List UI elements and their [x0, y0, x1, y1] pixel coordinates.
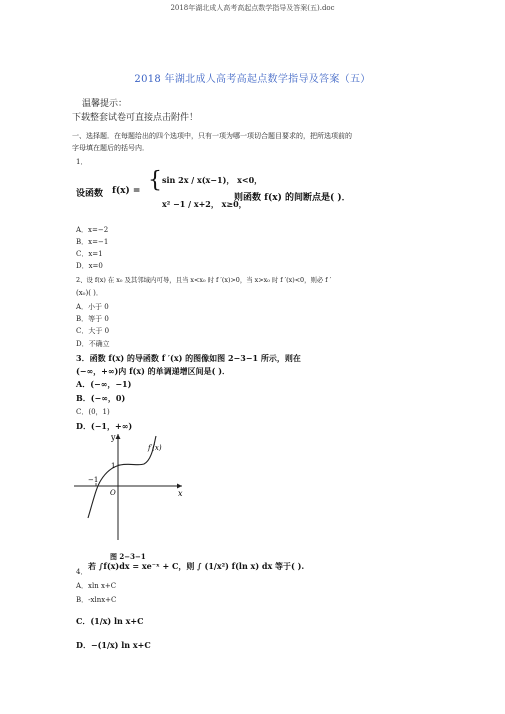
q3-option-c: C．(0，1) — [76, 408, 110, 416]
q1-brace: { — [148, 168, 162, 193]
q1-option-b: B．x=−1 — [76, 238, 109, 246]
q1-tail: 则函数 f(x) 的间断点是( )． — [234, 193, 351, 203]
x-axis-label: x — [178, 489, 183, 498]
q1-piece-1: sin 2x / x(x−1)， x<0， — [162, 175, 263, 185]
derivative-graph-figure — [68, 430, 188, 550]
q2-option-d: D．不确立 — [76, 340, 110, 348]
q1-piece-2: x² −1 / x+2， x≥0， — [162, 199, 247, 209]
q1-option-a: A．x=−2 — [76, 226, 109, 234]
q1-option-d: D．x=0 — [76, 262, 103, 270]
tip-title: 温馨提示： — [82, 99, 128, 109]
q3-option-d: D．(−1，+∞) — [76, 421, 133, 431]
q2-stem-line2: (x₀)( )． — [76, 289, 103, 297]
document-header: 2018年湖北成人高考高起点数学指导及答案(五).doc — [170, 4, 335, 12]
figure-caption: 图 2−3−1 — [110, 552, 146, 561]
origin-label: O — [110, 489, 116, 497]
y-axis-arrow — [116, 434, 121, 439]
q4-option-c: C．(1/x) ln x+C — [76, 616, 144, 626]
y-tick-1-label: 1 — [111, 462, 116, 470]
q3-stem-line2: (−∞，+∞)内 f(x) 的单调递增区间是( )． — [76, 366, 231, 376]
q3-stem-line1: 3．函数 f(x) 的导函数 f ′(x) 的图像如图 2−3−1 所示，则在 — [76, 353, 301, 363]
q4-option-a: A．xln x+C — [76, 582, 117, 590]
q2-stem-line1: 2、设 f(x) 在 x₀ 及其邻域内可导，且当 x<x₀ 时 f ′(x)>0，当 x>x₀ 时 f ′(x)<0，则必 f ′ — [76, 276, 332, 284]
y-axis-label: y — [111, 433, 116, 442]
q1-lead: 设函数 — [76, 189, 104, 199]
q4-option-d: D．−(1/x) ln x+C — [76, 640, 151, 650]
q1-function: f(x) = — [112, 186, 141, 196]
q4-option-b: B．-xlnx+C — [76, 596, 117, 604]
q1-number: 1． — [76, 158, 88, 166]
q4-stem: 若 ∫f(x)dx = xe⁻ˣ + C，则 ∫ (1/x²) f(ln x) dx 等于( ). — [88, 561, 305, 571]
x-tick-neg1-label: −1 — [88, 476, 99, 484]
q2-option-b: B．等于 0 — [76, 315, 109, 323]
q3-option-a: A．(−∞，−1) — [76, 379, 132, 389]
q2-option-c: C．大于 0 — [76, 327, 110, 335]
tip-text: 下载整套试卷可直接点击附件！ — [72, 113, 199, 123]
q2-option-a: A．小于 0 — [76, 303, 109, 311]
q1-option-c: C．x=1 — [76, 250, 103, 258]
section-instruction-line2: 字母填在题后的括号内． — [72, 144, 149, 152]
page-title: 2018 年湖北成人高考高起点数学指导及答案（五） — [134, 74, 371, 85]
x-axis-arrow — [177, 484, 182, 489]
curve-label: f′(x) — [148, 444, 162, 452]
q4-number: 4． — [76, 568, 88, 576]
q3-option-b: B．(−∞，0) — [76, 393, 126, 403]
section-instruction-line1: 一、选择题．在每题给出的四个选项中，只有一项为哪一项切合题目要求的，把所选项前的 — [72, 132, 352, 140]
